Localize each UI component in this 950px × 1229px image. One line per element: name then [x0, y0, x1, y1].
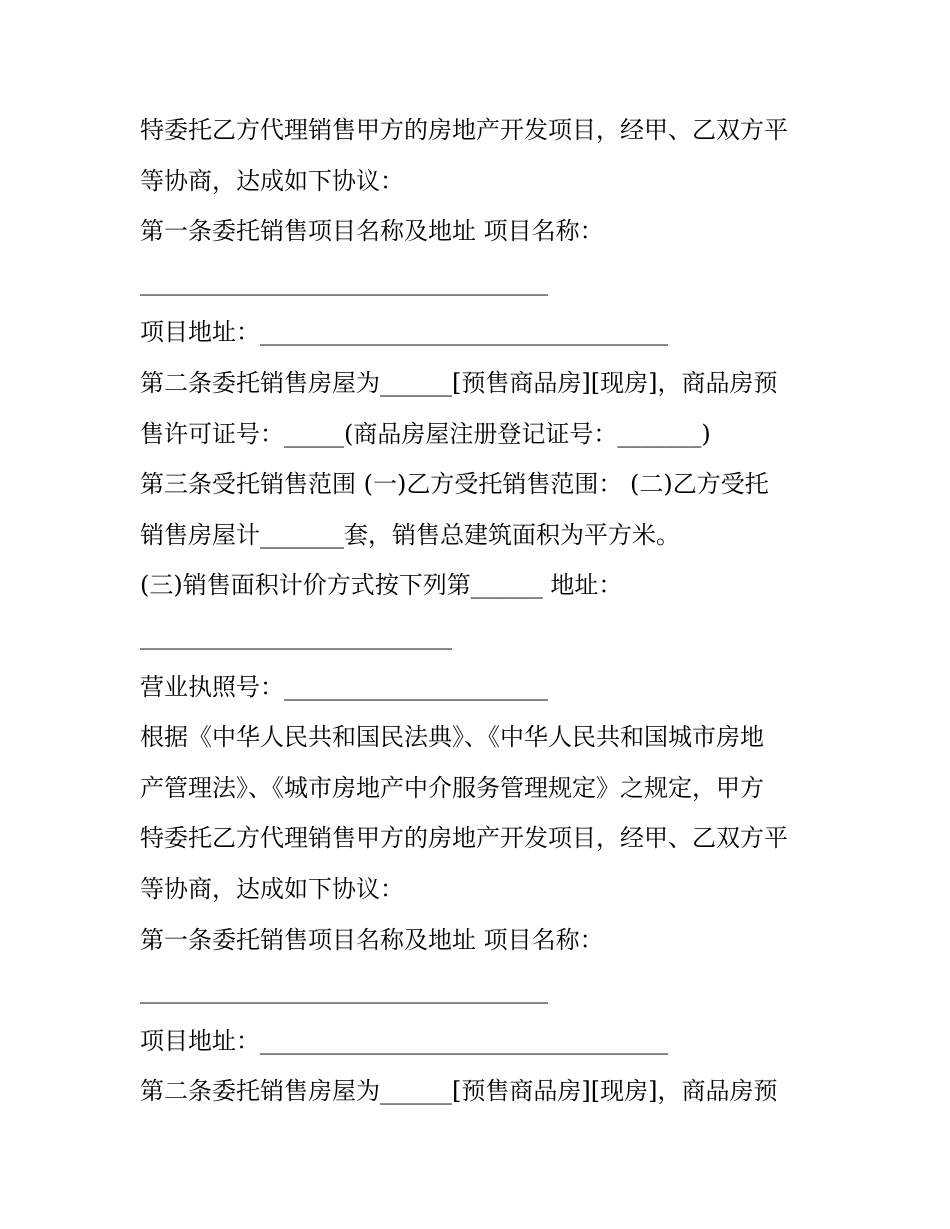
text-line: 根据《中华人民共和国民法典》、《中华人民共和国城市房地	[140, 723, 764, 752]
text-line: 第一条委托销售项目名称及地址 项目名称：	[140, 925, 604, 954]
text-line: 等协商，达成如下协议：	[140, 874, 404, 903]
text-line: 特委托乙方代理销售甲方的房地产开发项目，经甲、乙双方平	[140, 116, 788, 144]
document-body	[140, 105, 830, 1117]
text-line: 第三条受托销售范围 (一)乙方受托销售范围： (二)乙方受托	[140, 470, 769, 499]
blank-line: __________________________________	[140, 976, 548, 1005]
blank-line: __________________________________	[140, 267, 548, 296]
text-line: 第二条委托销售房屋为______[预售商品房][现房]，商品房预	[140, 1077, 778, 1106]
text-line: 等协商，达成如下协议：	[140, 166, 404, 195]
text-line: 营业执照号：______________________	[140, 672, 548, 701]
text-line: 销售房屋计_______套，销售总建筑面积为平方米。	[140, 520, 680, 549]
text-line: 特委托乙方代理销售甲方的房地产开发项目，经甲、乙双方平	[140, 824, 788, 853]
text-line: 项目地址：__________________________________	[140, 1026, 668, 1055]
text-line: 第二条委托销售房屋为______[预售商品房][现房]，商品房预	[140, 368, 778, 397]
text-line: (三)销售面积计价方式按下列第______ 地址：	[140, 571, 623, 600]
text-line: 售许可证号：_____(商品房屋注册登记证号：_______)	[140, 419, 711, 448]
text-line: 产管理法》、《城市房地产中介服务管理规定》之规定，甲方	[140, 773, 764, 802]
blank-line: __________________________	[140, 621, 452, 650]
text-line: 项目地址：__________________________________	[140, 318, 668, 347]
text-line: 第一条委托销售项目名称及地址 项目名称：	[140, 217, 604, 246]
